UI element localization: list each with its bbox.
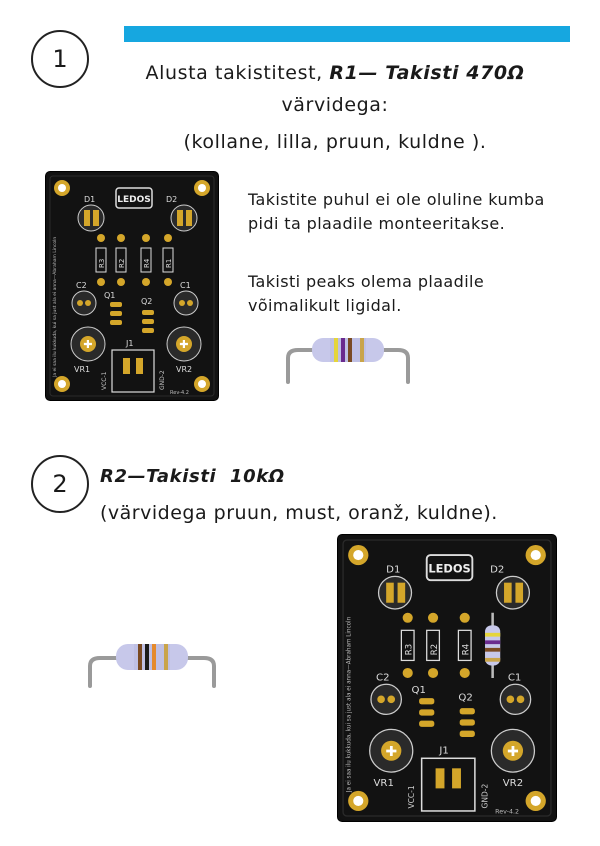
pcb-label-q1: Q1: [104, 291, 116, 300]
pcb-label-q2: Q2: [141, 297, 153, 306]
step-2-title: R2—Takisti 10kΩ: [100, 466, 285, 487]
svg-text:✚: ✚: [507, 743, 519, 760]
pcb-image-small: [46, 172, 218, 400]
pcb2-label-c1: C1: [507, 672, 522, 684]
step-1-line3: (kollane, lilla, pruun, kuldne ).: [183, 131, 487, 153]
pcb2-label-d1: D1: [386, 564, 401, 576]
accent-bar: [124, 26, 570, 42]
pcb-logo-large: LEDOS: [428, 561, 471, 576]
step-1-line1-prefix: Alusta takistitest,: [145, 62, 330, 84]
pcb2-label-q1: Q1: [411, 685, 426, 697]
pcb-label-r3: R3: [98, 258, 106, 268]
step-1-number: 1: [52, 45, 68, 73]
pcb2-label-gnd: GND-2: [480, 783, 490, 809]
pcb-logo-small: LEDOS: [117, 195, 151, 205]
pcb2-label-j1: J1: [439, 745, 449, 757]
pcb2-label-vr2: VR2: [502, 777, 524, 789]
pcb-label-vr1: VR1: [74, 365, 91, 374]
pcb2-label-rev: Rev-4.2: [495, 808, 520, 816]
pcb2-label-d2: D2: [490, 564, 505, 576]
svg-text:✚: ✚: [179, 338, 189, 351]
pcb-label-vr2: VR2: [176, 365, 193, 374]
pcb2-label-r4: R4: [461, 643, 472, 656]
pcb-label-r2: R2: [118, 258, 126, 268]
step-1-line2: värvidega:: [281, 94, 389, 116]
pcb2-label-r3: R3: [404, 643, 415, 656]
step-1-heading: [100, 62, 570, 84]
pcb-svg-large: [338, 535, 556, 821]
step-1-note-2: Takisti peaks olema plaadile võimalikult ligidal.: [248, 272, 485, 315]
pcb2-side-text: Ja ei saa ilu kukkuda, kui sa just ala ei anna—Abraham Lincoln: [346, 616, 353, 793]
pcb-label-c2: C2: [76, 281, 87, 290]
pcb-image-large: [338, 535, 556, 821]
step-2-line2: (värvidega pruun, must, oranž, kuldne).: [100, 502, 498, 524]
pcb-label-rev: Rev-4.2: [170, 390, 189, 396]
pcb-label-r4: R4: [143, 258, 151, 268]
resistor-470-image: [276, 330, 420, 386]
step-1-circle: [31, 30, 89, 88]
pcb-label-j1: J1: [126, 339, 134, 348]
pcb-label-d2: D2: [166, 195, 178, 204]
pcb-label-c1: C1: [180, 281, 191, 290]
pcb-side-text: Ja ei saa ilu kukkuda, kui sa just ala ei anna—Abraham Lincoln: [53, 236, 58, 377]
resistor-10k-image: [82, 636, 226, 692]
pcb-svg-small: [46, 172, 218, 400]
pcb2-label-vcc: VCC-1: [407, 785, 417, 809]
pcb2-label-vr1: VR1: [373, 777, 394, 789]
pcb2-label-q2: Q2: [458, 692, 473, 704]
pcb-label-d1: D1: [84, 195, 96, 204]
pcb2-label-r2: R2: [429, 643, 440, 656]
pcb-label-gnd: GND-2: [159, 370, 166, 390]
pcb2-label-c2: C2: [376, 672, 390, 684]
pcb-label-vcc: VCC-1: [101, 371, 108, 390]
step-1-line1-emph: R1— Takisti 470Ω: [329, 62, 525, 84]
step-2-circle: [31, 455, 89, 513]
step-2-number: 2: [52, 470, 68, 498]
svg-text:✚: ✚: [385, 743, 398, 760]
pcb-label-r1: R1: [165, 258, 173, 268]
svg-text:✚: ✚: [83, 338, 93, 351]
step-1-note-1: Takistite puhul ei ole oluline kumba pidi ta plaadile monteeritakse.: [248, 190, 545, 233]
